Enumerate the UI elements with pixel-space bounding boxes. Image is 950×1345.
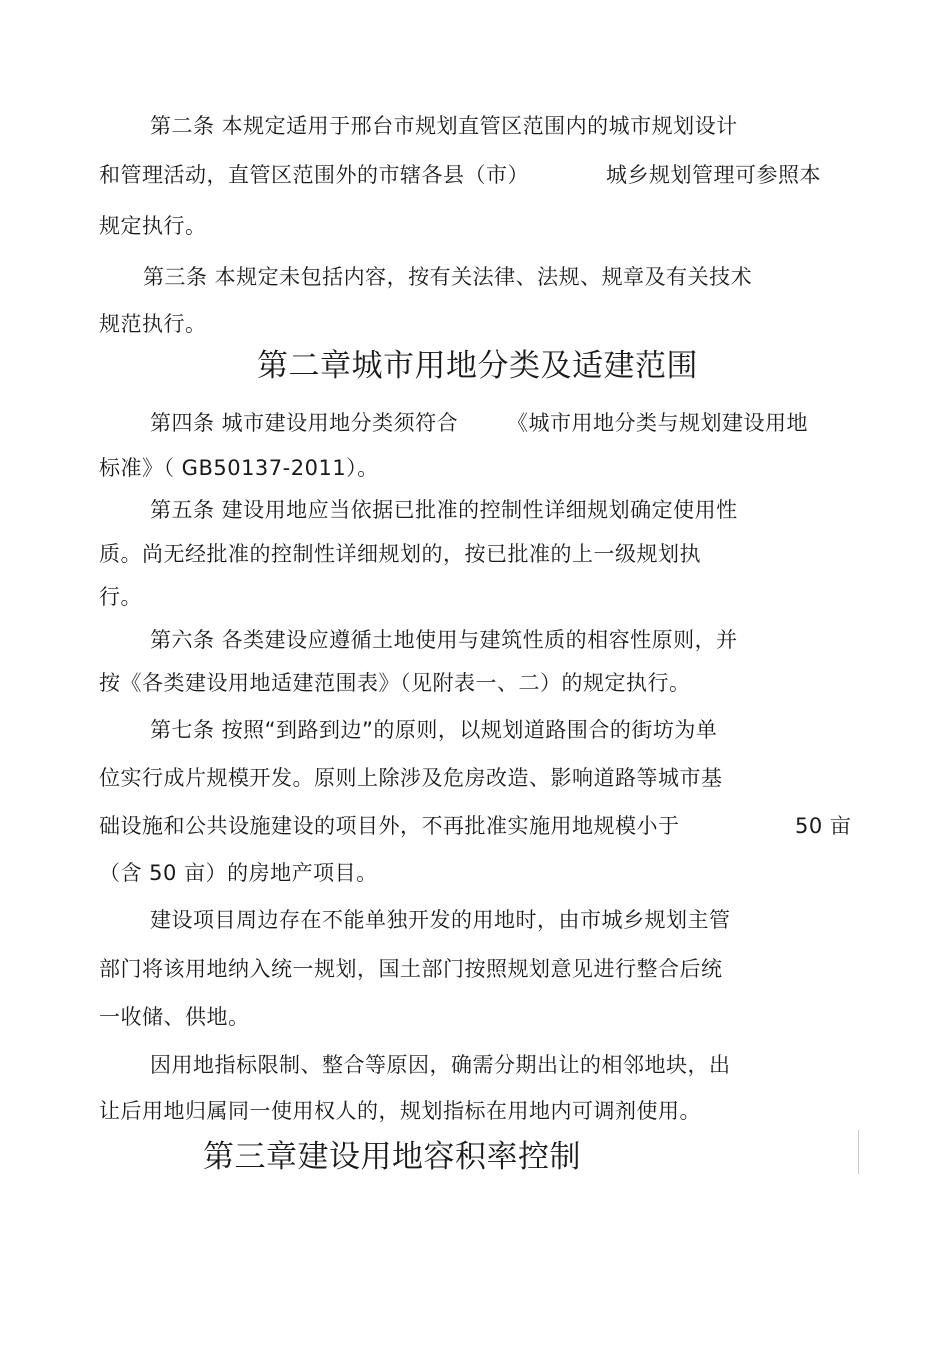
- paragraph-land-line-1: 建设项目周边存在不能单独开发的用地时，由市城乡规划主管: [150, 908, 731, 932]
- article-2-line-2: 和管理活动，直管区范围外的市辖各县（市）: [99, 163, 529, 187]
- paragraph-phased-line-2: 让后用地归属同一使用权人的，规划指标在用地内可调剂使用。: [99, 1099, 701, 1123]
- article-7-line-1: 第七条 按照“到路到边”的原则，以规划道路围合的街坊为单: [150, 718, 718, 742]
- article-4-line-2: 标准》（ GB50137-2011）。: [99, 456, 379, 480]
- article-7-line-3-tail: 50 亩: [795, 814, 852, 838]
- article-7-line-4: （含 50 亩）的房地产项目。: [99, 861, 378, 885]
- article-5-line-1: 第五条 建设用地应当依据已批准的控制性详细规划确定使用性: [150, 498, 738, 522]
- paragraph-land-line-2: 部门将该用地纳入统一规划，国土部门按照规划意见进行整合后统: [99, 957, 723, 981]
- article-5-line-3: 行。: [99, 585, 142, 609]
- article-3-line-2: 规范执行。: [99, 312, 207, 336]
- article-6-line-2: 按《各类建设用地适建范围表》（见附表一、二）的规定执行。: [99, 671, 691, 695]
- article-5-line-2: 质。尚无经批准的控制性详细规划的，按已批准的上一级规划执: [99, 542, 701, 566]
- article-4-line-1-tail: 《城市用地分类与规划建设用地: [507, 411, 808, 435]
- article-6-line-1: 第六条 各类建设应遵循土地使用与建筑性质的相容性原则，并: [150, 628, 738, 652]
- chapter-3-heading: 第三章建设用地容积率控制: [203, 1139, 581, 1175]
- article-7-line-3: 础设施和公共设施建设的项目外，不再批准实施用地规模小于: [99, 814, 680, 838]
- paragraph-phased-line-1: 因用地指标限制、整合等原因，确需分期出让的相邻地块，出: [150, 1053, 731, 1077]
- article-4-line-1: 第四条 城市建设用地分类须符合: [150, 411, 459, 435]
- article-2-line-1: 第二条 本规定适用于邢台市规划直管区范围内的城市规划设计: [150, 114, 738, 138]
- article-2-line-2-tail: 城乡规划管理可参照本: [606, 163, 821, 187]
- chapter-2-heading: 第二章城市用地分类及适建范围: [257, 348, 698, 384]
- article-3-line-1: 第三条 本规定未包括内容，按有关法律、法规、规章及有关技术: [143, 265, 753, 289]
- article-7-line-2: 位实行成片规模开发。原则上除涉及危房改造、影响道路等城市基: [99, 766, 723, 790]
- margin-rule: [858, 1130, 859, 1174]
- paragraph-land-line-3: 一收储、供地。: [99, 1005, 250, 1029]
- article-2-line-3: 规定执行。: [99, 214, 207, 238]
